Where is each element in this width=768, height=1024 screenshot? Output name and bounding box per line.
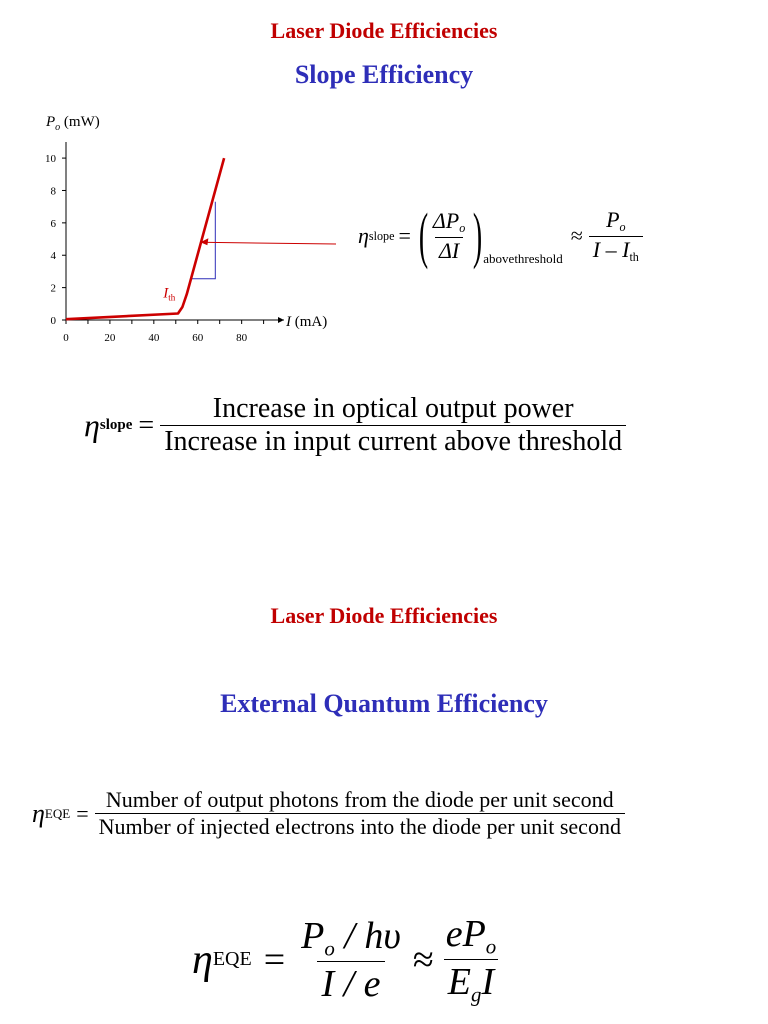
x-axis-label: I (mA) <box>286 314 328 330</box>
x-tick-label: 20 <box>104 332 116 344</box>
y-axis-label: $P_o$ (mW) <box>46 114 100 133</box>
eqe-epo-subscript: o <box>485 934 497 959</box>
x-tick-label: 40 <box>148 332 160 344</box>
threshold-label: $I_{th}$ <box>163 285 176 303</box>
x-tick-label: 80 <box>236 332 248 344</box>
eqe-numerator: Number of output photons from the diode per unit second <box>105 787 614 812</box>
definition-fraction <box>160 393 626 458</box>
eqe-i-over-e: I / e <box>317 961 384 1006</box>
x-axis-arrow <box>278 317 284 323</box>
eta-symbol: η <box>358 223 369 248</box>
eqe-po-subscript: o <box>324 935 335 960</box>
y-tick-label: 6 <box>50 217 56 230</box>
section-subtitle-slope: Slope Efficiency <box>294 60 474 89</box>
eta-subscript: EQE <box>212 948 252 971</box>
definition-denominator: Increase in input current above threshold <box>160 425 626 458</box>
approx-sign: ≈ <box>412 938 434 981</box>
eqe-fraction <box>95 787 625 840</box>
page-title: Laser Diode Efficiencies <box>270 18 498 43</box>
eqe-definition <box>32 787 625 840</box>
eqe-formula <box>192 912 500 1008</box>
eta-subscript: slope <box>99 417 133 433</box>
rhs-po: P <box>606 207 620 233</box>
delta-po-subscript: o <box>459 221 466 236</box>
eta-subscript: slope <box>368 228 395 243</box>
equals-sign: = <box>76 800 89 826</box>
eta-subscript: EQE <box>44 805 71 821</box>
eta-symbol: η <box>84 407 100 443</box>
rhs-i-minus-ith: I – I <box>592 236 630 262</box>
eqe-eg-subscript: g <box>471 982 482 1007</box>
slope-efficiency-formula <box>358 202 643 270</box>
eqe-fraction-1 <box>297 914 405 1006</box>
equals-sign: = <box>398 223 411 248</box>
y-tick-label: 4 <box>50 250 56 263</box>
eqe-epo: eP <box>445 913 486 955</box>
region-label: abovethreshold <box>483 251 563 266</box>
rhs-po-subscript: o <box>619 220 626 235</box>
eta-symbol: η <box>32 798 45 828</box>
delta-i: ΔI <box>435 237 463 264</box>
slope-efficiency-definition <box>84 393 626 458</box>
chart-plot-area <box>45 114 336 344</box>
eqe-h-nu: / hυ <box>334 914 401 957</box>
eqe-fraction-2 <box>442 912 501 1008</box>
rhs-ith-subscript: th <box>629 249 639 264</box>
section2-subtitle: External Quantum Efficiency <box>220 689 548 718</box>
eqe-i: I <box>481 961 495 1004</box>
eqe-eg: E <box>447 961 472 1004</box>
section2-title: Laser Diode Efficiencies <box>270 603 498 628</box>
approx-sign: ≈ <box>570 223 583 248</box>
slope-efficiency-chart <box>20 100 350 360</box>
rhs-fraction <box>589 207 643 264</box>
li-curve <box>66 158 224 319</box>
definition-numerator: Increase in optical output power <box>212 393 574 424</box>
y-tick-label: 10 <box>45 153 56 166</box>
equals-sign: = <box>138 409 155 441</box>
x-tick-label: 0 <box>63 332 69 344</box>
eqe-denominator: Number of injected electrons into the diode per unit second <box>95 813 625 840</box>
x-tick-label: 60 <box>192 332 204 344</box>
left-paren: ( <box>418 202 429 270</box>
pointer-arrow <box>200 242 336 244</box>
delta-po: ΔP <box>432 208 460 234</box>
equals-sign: = <box>263 938 286 981</box>
eqe-po: P <box>301 914 325 957</box>
eta-symbol: η <box>192 936 213 983</box>
y-tick-label: 0 <box>50 315 56 327</box>
delta-fraction <box>429 208 469 263</box>
y-tick-label: 2 <box>50 282 56 295</box>
y-tick-label: 8 <box>50 185 56 198</box>
right-paren: ) <box>473 202 483 270</box>
